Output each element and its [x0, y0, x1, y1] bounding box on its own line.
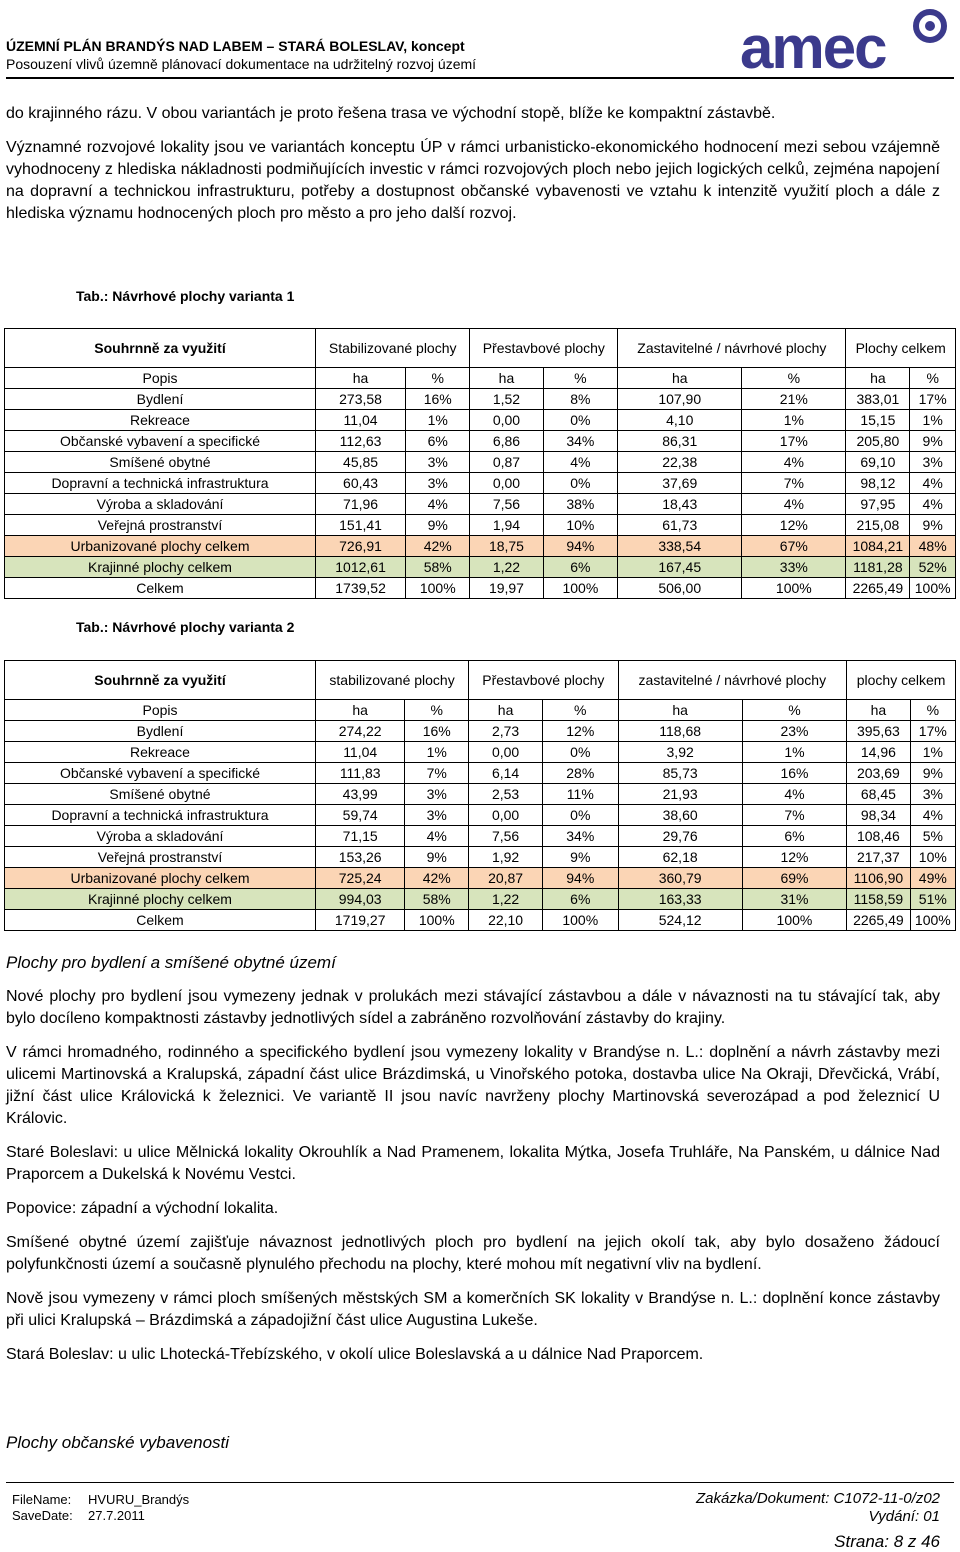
header-group-cell: Přestavbové plochy	[469, 661, 618, 700]
value-cell: 1181,28	[846, 557, 910, 578]
row-label-cell: Veřejná prostranství	[5, 847, 316, 868]
value-cell: 17%	[742, 431, 846, 452]
value-cell: 215,08	[846, 515, 910, 536]
unit-cell: ha	[469, 700, 543, 721]
value-cell: 38,60	[618, 805, 742, 826]
housing-paragraph-3: Staré Boleslavi: u ulice Mělnická lokality Okrouhlík a Nad Pramenem, lokalita Mýtka, Josefa Truhláře, Na Panském, u dálnice Nad Praporcem a Dukelská k Novému Vestci.	[6, 1144, 940, 1183]
header-title: ÚZEMNÍ PLÁN BRANDÝS NAD LABEM – STARÁ BOLESLAV, koncept	[6, 38, 465, 54]
value-cell: 0,00	[469, 742, 543, 763]
intro-paragraph-1: do krajinného rázu. V obou variantách je proto řešena trasa ve východní stopě, blíže ke kompaktní zástavbě.	[6, 105, 776, 122]
value-cell: 31%	[742, 889, 846, 910]
unit-cell: %	[742, 700, 846, 721]
value-cell: 9%	[406, 515, 470, 536]
value-cell: 9%	[910, 431, 956, 452]
header-subtitle: Posouzení vlivů územně plánovací dokumentace na udržitelný rozvoj území	[6, 56, 477, 72]
value-cell: 16%	[742, 763, 846, 784]
table-row	[5, 431, 956, 452]
value-cell: 4%	[910, 494, 956, 515]
value-cell: 60,43	[316, 473, 406, 494]
unit-cell: ha	[316, 700, 405, 721]
amec-logo	[740, 6, 950, 78]
value-cell: 107,90	[618, 389, 742, 410]
value-cell: 273,58	[316, 389, 406, 410]
value-cell: 94%	[543, 536, 618, 557]
value-cell: 118,68	[618, 721, 742, 742]
unit-cell: ha	[316, 368, 406, 389]
housing-paragraph-1: Nové plochy pro bydlení jsou vymezeny jednak v prolukách mezi stávající zástavbou a dále v návaznosti na tu stávající tak, aby bylo docíleno kompaktnosti zástavby jednotlivých sídel a zabráněno rozvolňování zástavby do krajiny.	[6, 988, 940, 1027]
value-cell: 11%	[543, 784, 618, 805]
value-cell: 16%	[405, 721, 469, 742]
unit-cell: %	[742, 368, 846, 389]
value-cell: 338,54	[618, 536, 742, 557]
header-group-cell: Stabilizované plochy	[316, 329, 470, 368]
value-cell: 49%	[910, 868, 955, 889]
value-cell: 725,24	[316, 868, 405, 889]
value-cell: 48%	[910, 536, 956, 557]
value-cell: 4%	[405, 826, 469, 847]
value-cell: 1,52	[470, 389, 543, 410]
table-row	[5, 536, 956, 557]
value-cell: 58%	[405, 889, 469, 910]
value-cell: 524,12	[618, 910, 742, 931]
footer-edition: Vydání: 01	[868, 1508, 940, 1525]
value-cell: 62,18	[618, 847, 742, 868]
value-cell: 6%	[543, 889, 618, 910]
value-cell: 22,10	[469, 910, 543, 931]
value-cell: 1158,59	[847, 889, 910, 910]
value-cell: 100%	[543, 578, 618, 599]
row-label-cell: Občanské vybavení a specifické	[5, 431, 316, 452]
header-summary-cell: Souhrnně za využití	[5, 329, 316, 368]
value-cell: 86,31	[618, 431, 742, 452]
value-cell: 42%	[406, 536, 470, 557]
value-cell: 112,63	[316, 431, 406, 452]
unit-cell: ha	[847, 700, 910, 721]
row-label-cell: Urbanizované plochy celkem	[5, 536, 316, 557]
table-row	[5, 578, 956, 599]
value-cell: 360,79	[618, 868, 742, 889]
housing-paragraph-5: Smíšené obytné území zajišťuje návaznost jednotlivých ploch pro bydlení na jejich okolí tak, aby bylo dosaženo žádoucí polyfunkčnosti území a současně plynulého přechodu na plochy, které mohou mít negativní vliv na bydlení.	[6, 1234, 940, 1273]
value-cell: 10%	[910, 847, 955, 868]
intro-paragraph-2: Významné rozvojové lokality jsou ve variantách konceptu ÚP v rámci urbanisticko-ekonomického hodnocení mezi sebou vzájemně vyhodnoceny z hlediska nákladnosti podmiňujících investic v rámci rozvojových ploch nebo jejich logických celků, zejména napojení na dopravní a technickou infrastrukturu, potřeby a dostupnost občanské vybavenosti ve vztahu k intenzitě využití ploch a dále z hlediska významu hodnocených ploch pro město a pro jeho další rozvoj.	[6, 139, 940, 222]
value-cell: 85,73	[618, 763, 742, 784]
value-cell: 34%	[543, 431, 618, 452]
logo-text: amec	[740, 14, 886, 78]
value-cell: 16%	[406, 389, 470, 410]
value-cell: 1719,27	[316, 910, 405, 931]
value-cell: 12%	[543, 721, 618, 742]
table-header-row	[5, 661, 956, 700]
table-units-row	[5, 700, 956, 721]
value-cell: 9%	[910, 763, 955, 784]
table-variant-2	[4, 660, 956, 931]
value-cell: 69%	[742, 868, 846, 889]
value-cell: 19,97	[470, 578, 543, 599]
unit-cell: Popis	[5, 368, 316, 389]
value-cell: 68,45	[847, 784, 910, 805]
value-cell: 395,63	[847, 721, 910, 742]
table-row	[5, 763, 956, 784]
unit-cell: ha	[618, 368, 742, 389]
row-label-cell: Rekreace	[5, 742, 316, 763]
unit-cell: ha	[618, 700, 742, 721]
housing-paragraph-4: Popovice: západní a východní lokalita.	[6, 1200, 279, 1217]
value-cell: 4%	[742, 784, 846, 805]
unit-cell: %	[543, 700, 618, 721]
value-cell: 7,56	[470, 494, 543, 515]
value-cell: 4%	[742, 452, 846, 473]
value-cell: 17%	[910, 389, 956, 410]
housing-paragraph-2: V rámci hromadného, rodinného a specifického bydlení jsou vymezeny lokality v Brandýse n. L.: doplnění a návrh zástavby mezi ulicemi Martinovská a Kralupská, západní část ulice Brázdimská, u Vinořského potoka, dostavba ulice Na Okraji, Dřevčická, Vrábí, jižní část ulice Královická k železnici. Ve variantě II jsou navíc navrženy plochy Martinovská severozápad a pod železnicí U Královic.	[6, 1044, 940, 1127]
value-cell: 274,22	[316, 721, 405, 742]
value-cell: 0%	[543, 410, 618, 431]
value-cell: 6%	[406, 431, 470, 452]
row-label-cell: Krajinné plochy celkem	[5, 889, 316, 910]
value-cell: 383,01	[846, 389, 910, 410]
table-row	[5, 784, 956, 805]
value-cell: 6%	[543, 557, 618, 578]
housing-paragraph-6: Nově jsou vymezeny v rámci ploch smíšených městských SM a komerčních SK lokality v Brandýse n. L.: doplnění konce zástavby při ulici Kralupská – Brázdimská a západojižní část ulice Augustina Lukeše.	[6, 1290, 940, 1329]
value-cell: 2265,49	[847, 910, 910, 931]
row-label-cell: Rekreace	[5, 410, 316, 431]
value-cell: 1,22	[469, 889, 543, 910]
value-cell: 1%	[910, 742, 955, 763]
footer-savedate: 27.7.2011	[88, 1508, 145, 1523]
table-row	[5, 721, 956, 742]
value-cell: 163,33	[618, 889, 742, 910]
footer-document: Zakázka/Dokument: C1072-11-0/z02	[695, 1490, 940, 1507]
value-cell: 11,04	[316, 742, 405, 763]
value-cell: 52%	[910, 557, 956, 578]
value-cell: 1%	[742, 410, 846, 431]
value-cell: 97,95	[846, 494, 910, 515]
value-cell: 59,74	[316, 805, 405, 826]
value-cell: 0,00	[470, 410, 543, 431]
unit-cell: %	[405, 700, 469, 721]
row-label-cell: Bydlení	[5, 721, 316, 742]
value-cell: 100%	[543, 910, 618, 931]
value-cell: 203,69	[847, 763, 910, 784]
value-cell: 100%	[910, 578, 956, 599]
value-cell: 994,03	[316, 889, 405, 910]
value-cell: 1084,21	[846, 536, 910, 557]
value-cell: 33%	[742, 557, 846, 578]
value-cell: 726,91	[316, 536, 406, 557]
row-label-cell: Občanské vybavení a specifické	[5, 763, 316, 784]
row-label-cell: Celkem	[5, 578, 316, 599]
value-cell: 94%	[543, 868, 618, 889]
value-cell: 1739,52	[316, 578, 406, 599]
value-cell: 4%	[910, 805, 955, 826]
value-cell: 9%	[543, 847, 618, 868]
row-label-cell: Bydlení	[5, 389, 316, 410]
table2-caption: Tab.: Návrhové plochy varianta 2	[76, 619, 295, 635]
value-cell: 1%	[910, 410, 956, 431]
value-cell: 2,53	[469, 784, 543, 805]
value-cell: 151,41	[316, 515, 406, 536]
value-cell: 111,83	[316, 763, 405, 784]
value-cell: 100%	[742, 578, 846, 599]
value-cell: 4%	[910, 473, 956, 494]
page-header	[0, 0, 960, 90]
header-summary-cell: Souhrnně za využití	[5, 661, 316, 700]
value-cell: 0,00	[470, 473, 543, 494]
value-cell: 38%	[543, 494, 618, 515]
value-cell: 12%	[742, 515, 846, 536]
value-cell: 45,85	[316, 452, 406, 473]
unit-cell: %	[406, 368, 470, 389]
value-cell: 5%	[910, 826, 955, 847]
value-cell: 29,76	[618, 826, 742, 847]
value-cell: 205,80	[846, 431, 910, 452]
table-header-row	[5, 329, 956, 368]
value-cell: 217,37	[847, 847, 910, 868]
value-cell: 18,75	[470, 536, 543, 557]
intro-text	[6, 103, 940, 225]
footer-file-info: FileName: HVURU_Brandýs SaveDate: 27.7.2011	[12, 1492, 190, 1523]
value-cell: 11,04	[316, 410, 406, 431]
header-rule	[6, 77, 954, 79]
header-group-cell: Přestavbové plochy	[470, 329, 618, 368]
table-row	[5, 889, 956, 910]
unit-cell: %	[543, 368, 618, 389]
value-cell: 14,96	[847, 742, 910, 763]
value-cell: 6,14	[469, 763, 543, 784]
value-cell: 0%	[543, 473, 618, 494]
value-cell: 18,43	[618, 494, 742, 515]
value-cell: 506,00	[618, 578, 742, 599]
unit-cell: ha	[470, 368, 543, 389]
value-cell: 3%	[910, 784, 955, 805]
value-cell: 4,10	[618, 410, 742, 431]
value-cell: 28%	[543, 763, 618, 784]
value-cell: 67%	[742, 536, 846, 557]
table-row	[5, 515, 956, 536]
value-cell: 1,92	[469, 847, 543, 868]
table-row	[5, 742, 956, 763]
header-group-cell: zastavitelné / návrhové plochy	[618, 661, 847, 700]
housing-paragraph-7: Stará Boleslav: u ulic Lhotecká-Třebízského, v okolí ulice Boleslavská a u dálnice Nad Praporcem.	[6, 1346, 704, 1363]
value-cell: 108,46	[847, 826, 910, 847]
value-cell: 1,22	[470, 557, 543, 578]
value-cell: 34%	[543, 826, 618, 847]
value-cell: 7%	[405, 763, 469, 784]
table-row	[5, 410, 956, 431]
value-cell: 15,15	[846, 410, 910, 431]
header-group-cell: Plochy celkem	[846, 329, 956, 368]
value-cell: 3%	[405, 784, 469, 805]
value-cell: 3%	[910, 452, 956, 473]
value-cell: 12%	[742, 847, 846, 868]
value-cell: 1%	[742, 742, 846, 763]
value-cell: 21,93	[618, 784, 742, 805]
value-cell: 167,45	[618, 557, 742, 578]
table-row	[5, 494, 956, 515]
value-cell: 6,86	[470, 431, 543, 452]
value-cell: 0,00	[469, 805, 543, 826]
table-row	[5, 557, 956, 578]
section-housing-text	[6, 986, 940, 1366]
value-cell: 3%	[405, 805, 469, 826]
table-variant-1	[4, 328, 956, 599]
value-cell: 23%	[742, 721, 846, 742]
footer-doc-info	[696, 1490, 940, 1526]
section-heading-housing: Plochy pro bydlení a smíšené obytné území	[6, 953, 336, 972]
value-cell: 0%	[543, 742, 618, 763]
value-cell: 98,12	[846, 473, 910, 494]
value-cell: 17%	[910, 721, 955, 742]
value-cell: 98,34	[847, 805, 910, 826]
table-row	[5, 910, 956, 931]
row-label-cell: Smíšené obytné	[5, 452, 316, 473]
unit-cell: %	[910, 700, 955, 721]
unit-cell: ha	[846, 368, 910, 389]
row-label-cell: Urbanizované plochy celkem	[5, 868, 316, 889]
value-cell: 0%	[543, 805, 618, 826]
value-cell: 21%	[742, 389, 846, 410]
table-units-row	[5, 368, 956, 389]
row-label-cell: Dopravní a technická infrastruktura	[5, 473, 316, 494]
row-label-cell: Dopravní a technická infrastruktura	[5, 805, 316, 826]
value-cell: 4%	[406, 494, 470, 515]
value-cell: 100%	[406, 578, 470, 599]
row-label-cell: Veřejná prostranství	[5, 515, 316, 536]
footer-filename: HVURU_Brandýs	[88, 1492, 190, 1507]
value-cell: 7%	[742, 473, 846, 494]
value-cell: 153,26	[316, 847, 405, 868]
row-label-cell: Krajinné plochy celkem	[5, 557, 316, 578]
value-cell: 51%	[910, 889, 955, 910]
value-cell: 22,38	[618, 452, 742, 473]
header-group-cell: plochy celkem	[847, 661, 956, 700]
footer-rule	[6, 1482, 954, 1483]
value-cell: 1106,90	[847, 868, 910, 889]
value-cell: 43,99	[316, 784, 405, 805]
value-cell: 71,96	[316, 494, 406, 515]
table1-caption: Tab.: Návrhové plochy varianta 1	[76, 288, 295, 304]
table-row	[5, 452, 956, 473]
header-group-cell: stabilizované plochy	[316, 661, 469, 700]
value-cell: 1012,61	[316, 557, 406, 578]
table-row	[5, 847, 956, 868]
value-cell: 61,73	[618, 515, 742, 536]
section-heading-civic: Plochy občanské vybavenosti	[6, 1433, 230, 1452]
value-cell: 6%	[742, 826, 846, 847]
header-group-cell: Zastavitelné / návrhové plochy	[618, 329, 846, 368]
value-cell: 0,87	[470, 452, 543, 473]
value-cell: 7,56	[469, 826, 543, 847]
value-cell: 37,69	[618, 473, 742, 494]
value-cell: 2265,49	[846, 578, 910, 599]
value-cell: 71,15	[316, 826, 405, 847]
value-cell: 1,94	[470, 515, 543, 536]
value-cell: 1%	[405, 742, 469, 763]
row-label-cell: Celkem	[5, 910, 316, 931]
value-cell: 58%	[406, 557, 470, 578]
table-row	[5, 868, 956, 889]
value-cell: 69,10	[846, 452, 910, 473]
value-cell: 20,87	[469, 868, 543, 889]
value-cell: 4%	[543, 452, 618, 473]
value-cell: 3%	[406, 473, 470, 494]
row-label-cell: Výroba a skladování	[5, 826, 316, 847]
value-cell: 4%	[742, 494, 846, 515]
table-row	[5, 826, 956, 847]
unit-cell: Popis	[5, 700, 316, 721]
value-cell: 100%	[742, 910, 846, 931]
value-cell: 3%	[406, 452, 470, 473]
value-cell: 100%	[910, 910, 955, 931]
table-row	[5, 805, 956, 826]
value-cell: 100%	[405, 910, 469, 931]
row-label-cell: Výroba a skladování	[5, 494, 316, 515]
value-cell: 42%	[405, 868, 469, 889]
value-cell: 2,73	[469, 721, 543, 742]
table-row	[5, 389, 956, 410]
table-row	[5, 473, 956, 494]
value-cell: 9%	[405, 847, 469, 868]
value-cell: 9%	[910, 515, 956, 536]
page-footer	[0, 1482, 960, 1552]
value-cell: 8%	[543, 389, 618, 410]
value-cell: 1%	[406, 410, 470, 431]
value-cell: 10%	[543, 515, 618, 536]
footer-page-number: Strana: 8 z 46	[834, 1532, 940, 1551]
row-label-cell: Smíšené obytné	[5, 784, 316, 805]
unit-cell: %	[910, 368, 956, 389]
value-cell: 7%	[742, 805, 846, 826]
value-cell: 3,92	[618, 742, 742, 763]
